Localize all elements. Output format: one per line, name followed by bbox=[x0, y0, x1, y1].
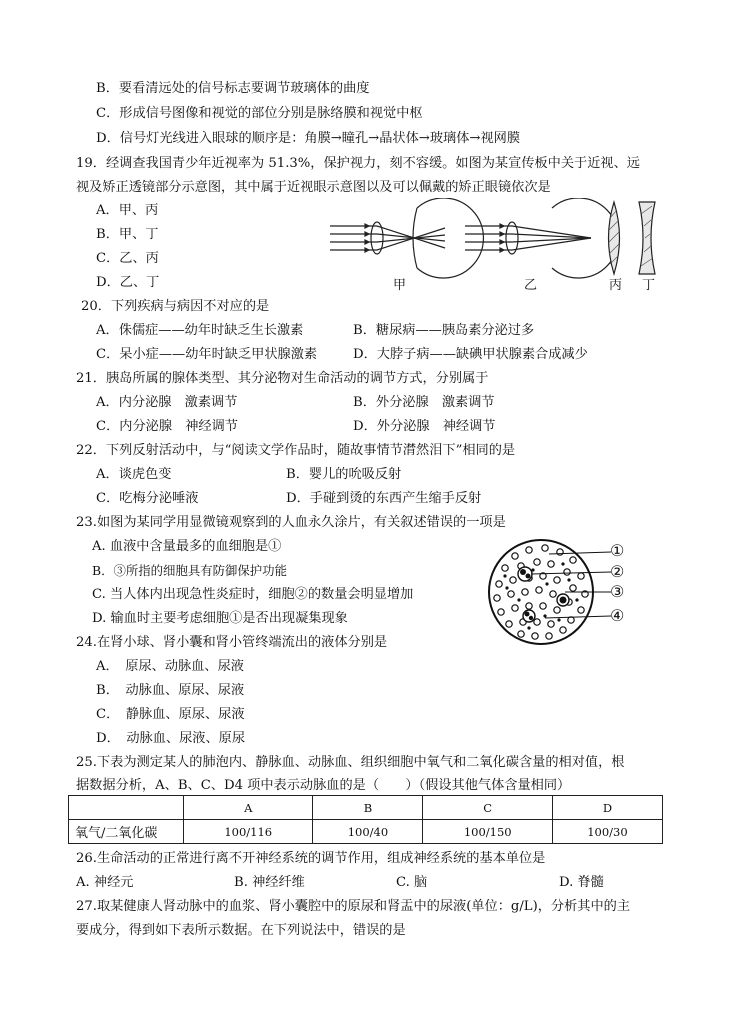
label-yi: 乙 bbox=[524, 278, 538, 293]
q22-stem: 22．下列反射活动中，与“阅读文学作品时，随故事情节潸然泪下”相同的是 bbox=[76, 443, 516, 458]
q22-option-a: A．谈虎色变 bbox=[96, 467, 172, 482]
table-row-label: 氧气/二氧化碳 bbox=[69, 820, 184, 844]
table-header-cell: C bbox=[423, 796, 552, 820]
label-jia: 甲 bbox=[393, 278, 407, 293]
q25-stem-line2: 据数据分析，A、B、C、D4 项中表示动脉血的是（ ）（假设其他气体含量相同） bbox=[76, 778, 571, 793]
table-header-cell: B bbox=[313, 796, 423, 820]
q26-stem: 26.生命活动的正常进行离不开神经系统的调节作用，组成神经系统的基本单位是 bbox=[76, 851, 546, 866]
blood-label-3: ③ bbox=[610, 582, 625, 601]
q27-stem-line2: 要成分，得到如下表所示数据。在下列说法中，错误的是 bbox=[76, 923, 406, 938]
q24-stem: 24.在肾小球、肾小囊和肾小管终端流出的液体分别是 bbox=[76, 635, 388, 650]
table-cell: 100/30 bbox=[552, 820, 662, 844]
q19-option-a: A．甲、丙 bbox=[96, 203, 159, 218]
q26-option-b: B. 神经纤维 bbox=[234, 875, 305, 890]
q20-option-c: C．呆小症——幼年时缺乏甲状腺激素 bbox=[96, 347, 318, 362]
q24-option-c: C． 静脉血、原尿、尿液 bbox=[96, 707, 245, 722]
q19-option-d: D．乙、丁 bbox=[96, 275, 160, 290]
q21-option-d: D．外分泌腺 神经调节 bbox=[353, 419, 496, 434]
table-header-cell bbox=[69, 796, 184, 820]
table-header-cell: A bbox=[184, 796, 313, 820]
q21-option-b: B．外分泌腺 激素调节 bbox=[353, 395, 495, 410]
blood-label-2: ② bbox=[610, 562, 625, 581]
q19-stem-line1: 19．经调查我国青少年近视率为 51.3%，保护视力，刻不容缓。如图为某宣传板中关于近视、远 bbox=[76, 156, 640, 171]
q25-stem-line1: 25.下表为测定某人的肺泡内、静脉血、动脉血、组织细胞中氧气和二氧化碳含量的相对值，根 bbox=[76, 755, 625, 770]
q24-option-d: D． 动脉血、尿液、原尿 bbox=[96, 731, 246, 746]
label-ding: 丁 bbox=[642, 278, 656, 293]
q22-option-b: B．婴儿的吮吸反射 bbox=[286, 467, 402, 482]
table-header-cell: D bbox=[552, 796, 662, 820]
q22-option-d: D．手碰到烫的东西产生缩手反射 bbox=[286, 491, 482, 506]
q26-option-c: C. 脑 bbox=[396, 875, 428, 890]
blood-label-1: ① bbox=[610, 541, 625, 560]
q19-option-b: B．甲、丁 bbox=[96, 227, 159, 242]
q18-option-c: C．形成信号图像和视觉的部位分别是脉络膜和视觉中枢 bbox=[96, 106, 423, 121]
q19-stem-line2: 视及矫正透镜部分示意图，其中属于近视眼示意图以及可以佩戴的矫正眼镜依次是 bbox=[76, 180, 551, 195]
table-cell: 100/150 bbox=[423, 820, 552, 844]
table-cell: 100/116 bbox=[184, 820, 313, 844]
q21-option-c: C．内分泌腺 神经调节 bbox=[96, 419, 238, 434]
q19-option-c: C．乙、丙 bbox=[96, 251, 159, 266]
gas-content-table bbox=[68, 795, 663, 844]
q20-option-b: B．糖尿病——胰岛素分泌过多 bbox=[353, 323, 535, 338]
eye-jia-diagram bbox=[330, 198, 483, 278]
q20-stem: 20．下列疾病与病因不对应的是 bbox=[81, 299, 270, 314]
table-header-row bbox=[69, 796, 663, 820]
table-cell: 100/40 bbox=[313, 820, 423, 844]
eye-yi-diagram bbox=[465, 198, 618, 278]
q24-option-b: B． 动脉血、原尿、尿液 bbox=[96, 683, 245, 698]
blood-smear-figure bbox=[485, 536, 660, 648]
q18-option-d: D．信号灯光线进入眼球的顺序是：角膜→瞳孔→晶状体→玻璃体→视网膜 bbox=[96, 131, 521, 146]
q23-stem: 23.如图为某同学用显微镜观察到的人血永久涂片，有关叙述错误的一项是 bbox=[76, 515, 506, 530]
q21-stem: 21．胰岛所属的腺体类型、其分泌物对生命活动的调节方式，分别属于 bbox=[76, 371, 489, 386]
q23-option-a: A. 血液中含量最多的血细胞是① bbox=[92, 539, 282, 554]
q21-option-a: A．内分泌腺 激素调节 bbox=[96, 395, 238, 410]
q23-option-b: B．③所指的细胞具有防御保护功能 bbox=[92, 563, 287, 578]
q20-option-a: A．侏儒症——幼年时缺乏生长激素 bbox=[96, 323, 304, 338]
blood-label-4: ④ bbox=[610, 606, 625, 625]
q24-option-a: A． 原尿、动脉血、尿液 bbox=[96, 659, 244, 674]
q27-stem-line1: 27.取某健康人肾动脉中的血浆、肾小囊腔中的原尿和肾盂中的尿液(单位：g/L)，分析其中的主 bbox=[76, 899, 631, 914]
q23-option-d: D. 输血时主要考虑细胞①是否出现凝集现象 bbox=[92, 611, 348, 626]
q18-option-b: B．要看清远处的信号标志要调节玻璃体的曲度 bbox=[96, 81, 370, 96]
label-bing: 丙 bbox=[609, 278, 623, 293]
q26-option-d: D. 脊髓 bbox=[559, 875, 604, 890]
q22-option-c: C．吃梅分泌唾液 bbox=[96, 491, 199, 506]
q20-option-d: D．大脖子病——缺碘甲状腺素合成减少 bbox=[353, 347, 588, 362]
table-row bbox=[69, 820, 663, 844]
concave-lens-ding bbox=[639, 202, 655, 274]
q26-option-a: A. 神经元 bbox=[76, 875, 134, 890]
q23-option-c: C. 当人体内出现急性炎症时，细胞②的数量会明显增加 bbox=[92, 587, 414, 602]
